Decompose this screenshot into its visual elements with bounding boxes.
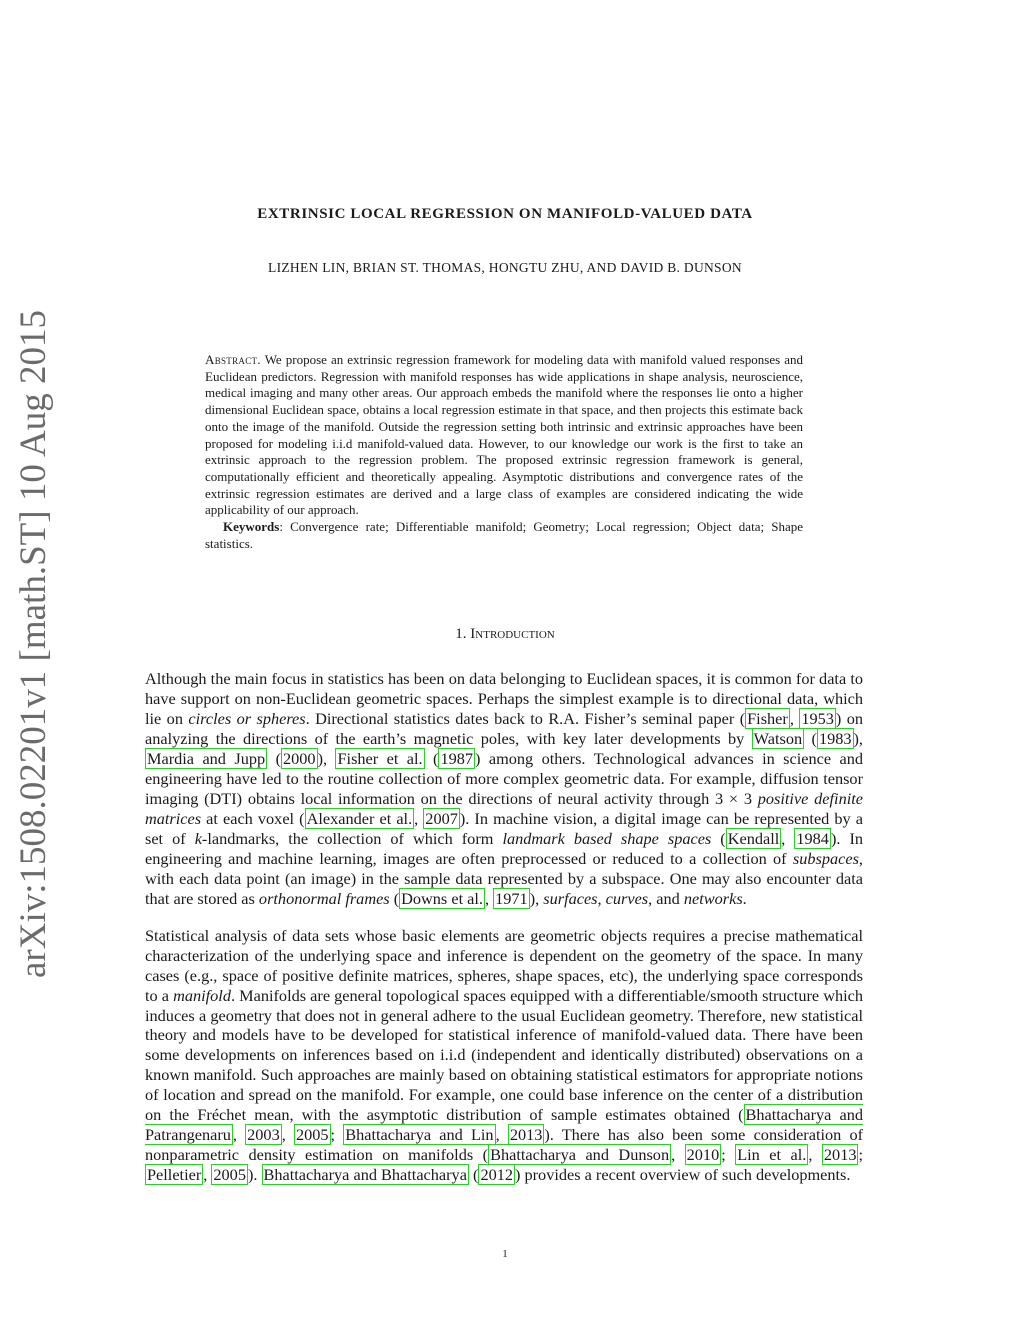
citation-link[interactable]: Bhattacharya and Bhattacharya [263,1165,467,1185]
text-run: , [671,1145,685,1165]
citation-link[interactable]: Downs et al. [401,888,483,908]
emphasis: networks [683,888,743,908]
text-run: ( [424,748,439,768]
abstract-body [205,352,803,519]
keywords-label: Keywords [223,519,280,535]
emphasis: k [194,828,202,848]
text-run: . [742,888,747,908]
text-run: Statistical analysis of data sets whose basic elements are geometric objects requires a precise mathematical characterization of the underlying space and inference is dependent on the geometry of the space. In many cases (e.g., space of positive definite matrices, spheres, shape spaces, etc), the underlying space corresponds to a [145,925,863,1005]
abstract-text: We propose an extrinsic regression framework for modeling data with manifold valued responses and Euclidean predictors. Regression with manifold responses has wide applications in shape analysis, neuroscience, medical imaging and many other areas. Our approach embeds the manifold where the responses lie onto a higher dimensional Euclidean space, obtains a local regression estimate in that space, and then projects this estimate back onto the image of the manifold. Outside the regression setting both intrinsic and extrinsic approaches have been proposed for modeling i.i.d manifold-valued data. However, to our knowledge our work is the first to take an extrinsic approach to the regression problem. The proposed extrinsic regression framework is general, computationally efficient and theoretically appealing. Asymptotic distributions and convergence rates of the extrinsic regression estimates are derived and a large class of examples are considered indicating the wide applicability of our approach. [205,352,804,518]
citation-link[interactable]: 2013 [823,1145,857,1165]
text-run: ). [247,1165,262,1185]
text-run: , [808,1145,822,1165]
citation-link[interactable]: 2005 [295,1125,329,1145]
paper-title: EXTRINSIC LOCAL REGRESSION ON MANIFOLD-VALUED DATA [257,206,753,222]
emphasis: orthonormal frames [258,888,390,908]
citation-link[interactable]: 1971 [495,888,528,908]
citation-link[interactable]: Lin et al. [737,1145,807,1165]
text-run: ). In machine vision, a digital image can be represented by a set of [145,808,863,848]
citation-link[interactable]: Watson [753,728,803,748]
emphasis: manifold [173,985,231,1005]
citation-link[interactable]: 2010 [686,1145,720,1165]
text-run: -landmarks, the collection of which form [201,828,503,848]
text-run: at each voxel ( [201,808,305,828]
text-run: , [232,1125,246,1145]
citation-link[interactable]: 2007 [425,808,458,828]
author-list: LIZHEN LIN, BRIAN ST. THOMAS, HONGTU ZHU, AND DAVID B. DUNSON [268,260,742,275]
text-run: ; [330,1125,344,1145]
text-run: ) on analyzing the directions of the earth’s magnetic poles, with key later developments by [145,708,863,748]
section-title-text: Introduction [470,626,555,642]
arxiv-identifier: arXiv:1508.02201v1 [math.ST] 10 Aug 2015 [13,309,54,978]
section-number: 1. [455,626,467,642]
abstract-heading: Abstract. [205,352,261,367]
citation-link[interactable]: Pelletier [147,1165,202,1185]
text-run: , [484,888,494,908]
text-run: ) provides a recent overview of such developments. [515,1165,851,1185]
citation-link[interactable]: Fisher [747,708,788,728]
citation-link[interactable]: 1987 [440,748,474,768]
page-number: 1 [502,1248,508,1260]
text-run: ( [468,1165,479,1185]
emphasis: curves [605,888,649,908]
keywords-text: : Convergence rate; Differentiable manifold; Geometry; Local regression; Object data; Shape statistics. [205,519,803,551]
text-run: ), [853,728,863,748]
text-run: ), [317,748,336,768]
emphasis: surfaces [543,888,598,908]
text-run: ). There has also been some consideration of nonparametric density estimation on manifolds ( [145,1125,864,1165]
emphasis: positive definite matrices [145,788,863,828]
keywords [205,519,803,552]
text-run: ( [267,748,281,768]
text-run: , [789,708,800,728]
emphasis: subspaces [792,848,859,868]
text-run: , [203,1165,212,1185]
citation-link[interactable]: 1984 [796,828,829,848]
text-run: . Manifolds are general topological spaces equipped with a differentiable/smooth structure which induces a geometry that does not in general adhere to the usual Euclidean geometry. Therefore, new statistical theory and models have to be developed for statistical inference of manifold-valued data. There have been some developments on inferences based on i.i.d (independent and identically distributed) observations on a known manifold. Such approaches are mainly based on obtaining statistical estimators for appropriate notions of location and spread on the manifold. For example, one could base inference on the center of a distribution on the Fréchet mean, with the asymptotic distribution of sample estimates obtained ( [145,985,863,1125]
text-run: . Directional statistics dates back to R.A. Fisher’s seminal paper ( [305,708,746,728]
citation-link[interactable]: 2000 [283,748,316,768]
text-run: , and [648,888,684,908]
citation-link[interactable]: 1953 [801,708,834,728]
citation-link[interactable]: Alexander et al. [306,808,413,828]
citation-link[interactable]: 2013 [509,1125,543,1145]
text-run: ; [858,1145,863,1165]
citation-link[interactable]: Bhattacharya and Patrangenaru [145,1105,863,1145]
text-run: Although the main focus in statistics has been on data belonging to Euclidean spaces, it is common for data to have support on non-Euclidean geometric spaces. Perhaps the simplest example is to directional data, which lie on [145,669,863,728]
text-run: ) among others. Technological advances in science and engineering have led to the routine collection of more complex geometric data. For example, diffusion tensor imaging (DTI) obtains local information on the directions of neural activity through 3 × 3 [145,748,864,808]
citation-link[interactable]: 1983 [818,728,852,748]
citation-link[interactable]: Bhattacharya and Lin [345,1125,494,1145]
emphasis: landmark based shape spaces [502,828,712,848]
citation-link[interactable]: Bhattacharya and Dunson [490,1145,670,1165]
text-run: ), [529,888,544,908]
paragraph-2 [145,926,863,1186]
emphasis: circles or spheres [188,708,306,728]
text-run: ( [389,888,400,908]
text-run: , [781,828,795,848]
paragraph-1 [145,669,863,909]
citation-link[interactable]: 2012 [480,1165,513,1185]
text-run: , [281,1125,294,1145]
text-run: , [414,808,424,828]
citation-link[interactable]: Fisher et al. [337,748,423,768]
text-run: , [597,888,606,908]
text-run: , with each data point (an image) in the sample data represented by a subspace. One may also encounter data that are stored as [145,848,863,908]
section-heading [140,626,870,643]
citation-link[interactable]: Kendall [727,828,780,848]
citation-link[interactable]: 2003 [247,1125,280,1145]
text-run: ; [721,1145,736,1165]
text-run: ( [711,828,726,848]
citation-link[interactable]: 2005 [213,1165,246,1185]
text-run: ( [804,728,817,748]
abstract [205,352,803,552]
text-run: ). In engineering and machine learning, images are often preprocessed or reduced to a collection of [145,828,864,868]
body-text [145,669,863,1185]
citation-link[interactable]: Mardia and Jupp [147,748,266,768]
text-run: , [495,1125,508,1145]
